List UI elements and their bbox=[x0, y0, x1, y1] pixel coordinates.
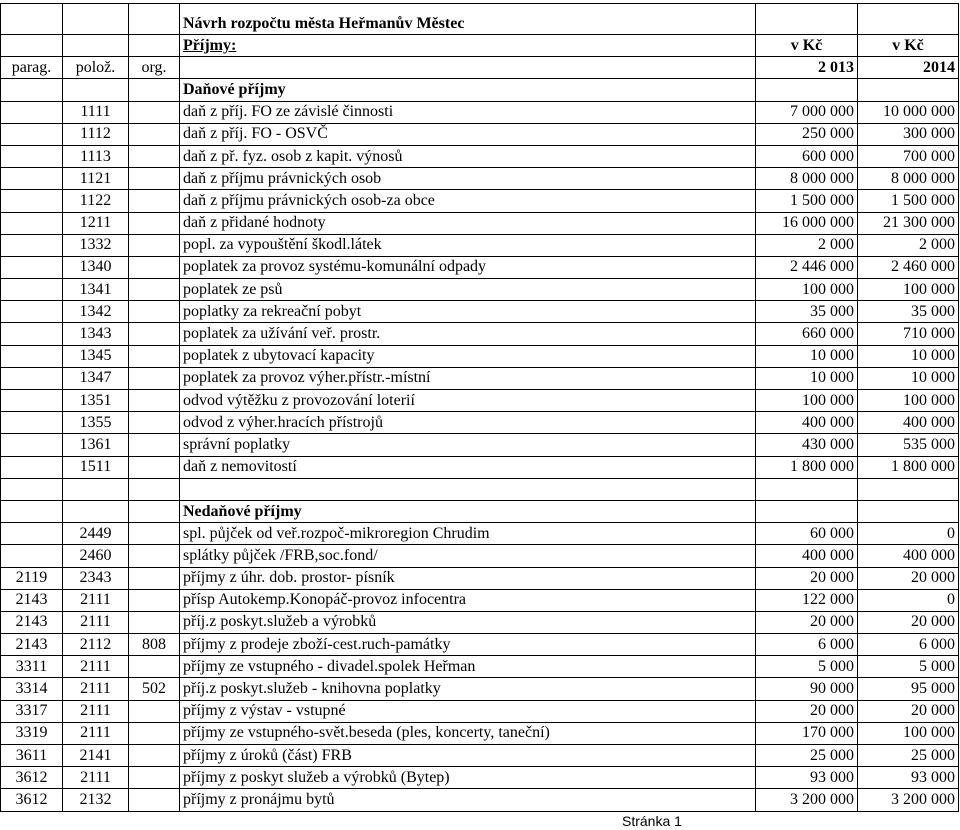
col-org-header: org. bbox=[129, 57, 180, 79]
org-cell bbox=[129, 234, 180, 256]
description-cell: příjmy z výstav - vstupné bbox=[180, 700, 756, 722]
description-cell: poplatky za rekreační pobyt bbox=[180, 301, 756, 323]
value-2013-cell: 100 000 bbox=[756, 390, 858, 412]
paragraph-cell bbox=[1, 301, 63, 323]
item-code-cell: 1511 bbox=[63, 456, 129, 478]
paragraph-cell bbox=[1, 412, 63, 434]
value-2014-cell: 1 800 000 bbox=[858, 456, 959, 478]
description-cell: správní poplatky bbox=[180, 434, 756, 456]
item-code-cell: 2460 bbox=[63, 545, 129, 567]
value-2014-cell: 2 460 000 bbox=[858, 256, 959, 278]
value-2013-cell: 170 000 bbox=[756, 722, 858, 744]
value-2013-cell: 90 000 bbox=[756, 678, 858, 700]
org-cell bbox=[129, 589, 180, 611]
paragraph-cell bbox=[1, 256, 63, 278]
item-code-cell: 1121 bbox=[63, 168, 129, 190]
col-parag-header: parag. bbox=[1, 57, 63, 79]
item-code-cell: 1342 bbox=[63, 301, 129, 323]
table-row bbox=[1, 101, 959, 123]
col-poloz-header: polož. bbox=[63, 57, 129, 79]
paragraph-cell: 2143 bbox=[1, 634, 63, 656]
value-2013-cell: 60 000 bbox=[756, 523, 858, 545]
org-cell bbox=[129, 101, 180, 123]
value-2013-cell: 16 000 000 bbox=[756, 212, 858, 234]
value-2013-cell: 1 500 000 bbox=[756, 190, 858, 212]
paragraph-cell: 3612 bbox=[1, 789, 63, 811]
value-2014-cell: 8 000 000 bbox=[858, 168, 959, 190]
description-cell: příjmy z úhr. dob. prostor- písník bbox=[180, 567, 756, 589]
value-2013-cell: 35 000 bbox=[756, 301, 858, 323]
value-2013-cell: 6 000 bbox=[756, 634, 858, 656]
table-row bbox=[1, 279, 959, 301]
description-cell: poplatek za provoz výher.přístr.-místní bbox=[180, 367, 756, 389]
org-cell bbox=[129, 700, 180, 722]
value-2013-cell: 122 000 bbox=[756, 589, 858, 611]
value-2013-cell: 8 000 000 bbox=[756, 168, 858, 190]
org-cell bbox=[129, 434, 180, 456]
item-code-cell: 1211 bbox=[63, 212, 129, 234]
org-cell bbox=[129, 256, 180, 278]
header-columns-row bbox=[1, 57, 959, 79]
item-code-cell: 2112 bbox=[63, 634, 129, 656]
value-2013-cell: 100 000 bbox=[756, 279, 858, 301]
org-cell bbox=[129, 279, 180, 301]
org-cell bbox=[129, 789, 180, 811]
value-2014-cell: 710 000 bbox=[858, 323, 959, 345]
section-danove-row bbox=[1, 79, 959, 101]
prijmy-label: Příjmy: bbox=[180, 35, 756, 57]
description-cell: příjmy ze vstupného - divadel.spolek Heřman bbox=[180, 656, 756, 678]
value-2014-cell: 10 000 bbox=[858, 345, 959, 367]
value-2013-cell: 20 000 bbox=[756, 567, 858, 589]
danove-rows bbox=[1, 101, 959, 478]
value-2014-cell: 25 000 bbox=[858, 745, 959, 767]
item-code-cell: 2111 bbox=[63, 589, 129, 611]
value-2013-cell: 10 000 bbox=[756, 345, 858, 367]
description-cell: daň z př. fyz. osob z kapit. výnosů bbox=[180, 145, 756, 167]
paragraph-cell bbox=[1, 434, 63, 456]
org-cell bbox=[129, 456, 180, 478]
value-2014-cell: 35 000 bbox=[858, 301, 959, 323]
paragraph-cell: 2143 bbox=[1, 589, 63, 611]
description-cell: daň z příj. FO - OSVČ bbox=[180, 123, 756, 145]
value-2014-cell: 535 000 bbox=[858, 434, 959, 456]
value-2013-cell: 20 000 bbox=[756, 700, 858, 722]
value-2014-cell: 20 000 bbox=[858, 611, 959, 633]
description-cell: přísp Autokemp.Konopáč-provoz infocentra bbox=[180, 589, 756, 611]
table-row bbox=[1, 678, 959, 700]
item-code-cell: 1111 bbox=[63, 101, 129, 123]
org-cell bbox=[129, 323, 180, 345]
table-row bbox=[1, 345, 959, 367]
paragraph-cell bbox=[1, 168, 63, 190]
value-2014-cell: 21 300 000 bbox=[858, 212, 959, 234]
description-cell: příj.z poskyt.služeb a výrobků bbox=[180, 611, 756, 633]
description-cell: příjmy ze vstupného-svět.beseda (ples, koncerty, taneční) bbox=[180, 722, 756, 744]
value-2014-cell: 1 500 000 bbox=[858, 190, 959, 212]
description-cell: poplatek ze psů bbox=[180, 279, 756, 301]
item-code-cell: 1112 bbox=[63, 123, 129, 145]
table-row bbox=[1, 722, 959, 744]
paragraph-cell: 3314 bbox=[1, 678, 63, 700]
table-row bbox=[1, 589, 959, 611]
table-row bbox=[1, 456, 959, 478]
paragraph-cell bbox=[1, 101, 63, 123]
value-2014-cell: 95 000 bbox=[858, 678, 959, 700]
paragraph-cell: 2119 bbox=[1, 567, 63, 589]
paragraph-cell: 3612 bbox=[1, 767, 63, 789]
paragraph-cell bbox=[1, 234, 63, 256]
value-2013-cell: 2 446 000 bbox=[756, 256, 858, 278]
section-nedanove-row bbox=[1, 500, 959, 522]
year-2014-header: 2014 bbox=[858, 57, 959, 79]
org-cell: 502 bbox=[129, 678, 180, 700]
paragraph-cell bbox=[1, 212, 63, 234]
item-code-cell: 1361 bbox=[63, 434, 129, 456]
paragraph-cell bbox=[1, 523, 63, 545]
table-row bbox=[1, 367, 959, 389]
value-2013-cell: 25 000 bbox=[756, 745, 858, 767]
description-cell: daň z příjmu právnických osob bbox=[180, 168, 756, 190]
table-row bbox=[1, 567, 959, 589]
table-row bbox=[1, 256, 959, 278]
value-2014-cell: 300 000 bbox=[858, 123, 959, 145]
item-code-cell: 2111 bbox=[63, 700, 129, 722]
description-cell: daň z příj. FO ze závislé činnosti bbox=[180, 101, 756, 123]
description-cell: poplatek za užívání veř. prostr. bbox=[180, 323, 756, 345]
value-2013-cell: 400 000 bbox=[756, 545, 858, 567]
description-cell: daň z příjmu právnických osob-za obce bbox=[180, 190, 756, 212]
paragraph-cell bbox=[1, 545, 63, 567]
document-title: Návrh rozpočtu města Heřmanův Městec bbox=[180, 4, 756, 35]
table-row bbox=[1, 434, 959, 456]
value-2014-cell: 3 200 000 bbox=[858, 789, 959, 811]
item-code-cell: 2111 bbox=[63, 767, 129, 789]
description-cell: příjmy z úroků (část) FRB bbox=[180, 745, 756, 767]
item-code-cell: 2449 bbox=[63, 523, 129, 545]
paragraph-cell: 2143 bbox=[1, 611, 63, 633]
table-row bbox=[1, 700, 959, 722]
item-code-cell: 2132 bbox=[63, 789, 129, 811]
value-2014-cell: 100 000 bbox=[858, 279, 959, 301]
paragraph-cell: 3611 bbox=[1, 745, 63, 767]
org-cell bbox=[129, 367, 180, 389]
org-cell bbox=[129, 212, 180, 234]
value-2013-cell: 10 000 bbox=[756, 367, 858, 389]
value-2013-cell: 20 000 bbox=[756, 611, 858, 633]
paragraph-cell bbox=[1, 456, 63, 478]
value-2014-cell: 20 000 bbox=[858, 700, 959, 722]
table-row bbox=[1, 767, 959, 789]
description-cell: daň z nemovitostí bbox=[180, 456, 756, 478]
table-row bbox=[1, 412, 959, 434]
section-danove-title: Daňové příjmy bbox=[180, 79, 756, 101]
org-cell bbox=[129, 390, 180, 412]
value-2013-cell: 400 000 bbox=[756, 412, 858, 434]
value-2013-cell: 5 000 bbox=[756, 656, 858, 678]
paragraph-cell bbox=[1, 279, 63, 301]
description-cell: odvod výtěžku z provozování loterií bbox=[180, 390, 756, 412]
unit-2014: v Kč bbox=[858, 35, 959, 57]
spacer-row bbox=[1, 478, 959, 500]
org-cell bbox=[129, 301, 180, 323]
table-row bbox=[1, 656, 959, 678]
item-code-cell: 1343 bbox=[63, 323, 129, 345]
paragraph-cell bbox=[1, 190, 63, 212]
org-cell: 808 bbox=[129, 634, 180, 656]
paragraph-cell bbox=[1, 145, 63, 167]
value-2013-cell: 660 000 bbox=[756, 323, 858, 345]
paragraph-cell bbox=[1, 123, 63, 145]
item-code-cell: 1351 bbox=[63, 390, 129, 412]
org-cell bbox=[129, 567, 180, 589]
year-2013-header: 2 013 bbox=[756, 57, 858, 79]
header-units-row bbox=[1, 35, 959, 57]
paragraph-cell bbox=[1, 367, 63, 389]
description-cell: poplatek za provoz systému-komunální odpady bbox=[180, 256, 756, 278]
table-row bbox=[1, 123, 959, 145]
value-2014-cell: 93 000 bbox=[858, 767, 959, 789]
value-2013-cell: 250 000 bbox=[756, 123, 858, 145]
budget-table bbox=[0, 3, 959, 812]
item-code-cell: 1345 bbox=[63, 345, 129, 367]
table-row bbox=[1, 190, 959, 212]
org-cell bbox=[129, 345, 180, 367]
value-2013-cell: 93 000 bbox=[756, 767, 858, 789]
value-2014-cell: 400 000 bbox=[858, 545, 959, 567]
description-cell: poplatek z ubytovací kapacity bbox=[180, 345, 756, 367]
value-2014-cell: 400 000 bbox=[858, 412, 959, 434]
paragraph-cell bbox=[1, 390, 63, 412]
value-2014-cell: 100 000 bbox=[858, 722, 959, 744]
item-code-cell: 2141 bbox=[63, 745, 129, 767]
org-cell bbox=[129, 168, 180, 190]
item-code-cell: 1340 bbox=[63, 256, 129, 278]
value-2014-cell: 6 000 bbox=[858, 634, 959, 656]
table-row bbox=[1, 789, 959, 811]
value-2013-cell: 600 000 bbox=[756, 145, 858, 167]
value-2013-cell: 7 000 000 bbox=[756, 101, 858, 123]
paragraph-cell bbox=[1, 323, 63, 345]
description-cell: splátky půjček /FRB,soc.fond/ bbox=[180, 545, 756, 567]
value-2014-cell: 5 000 bbox=[858, 656, 959, 678]
item-code-cell: 2111 bbox=[63, 722, 129, 744]
item-code-cell: 2111 bbox=[63, 678, 129, 700]
description-cell: daň z přidané hodnoty bbox=[180, 212, 756, 234]
table-row bbox=[1, 390, 959, 412]
item-code-cell: 1332 bbox=[63, 234, 129, 256]
paragraph-cell: 3311 bbox=[1, 656, 63, 678]
value-2014-cell: 0 bbox=[858, 589, 959, 611]
paragraph-cell bbox=[1, 345, 63, 367]
item-code-cell: 1122 bbox=[63, 190, 129, 212]
item-code-cell: 2111 bbox=[63, 611, 129, 633]
item-code-cell: 1341 bbox=[63, 279, 129, 301]
paragraph-cell: 3317 bbox=[1, 700, 63, 722]
org-cell bbox=[129, 767, 180, 789]
org-cell bbox=[129, 611, 180, 633]
value-2014-cell: 0 bbox=[858, 523, 959, 545]
description-cell: popl. za vypouštění škodl.látek bbox=[180, 234, 756, 256]
table-row bbox=[1, 545, 959, 567]
value-2014-cell: 700 000 bbox=[858, 145, 959, 167]
description-cell: příjmy z poskyt služeb a výrobků (Bytep) bbox=[180, 767, 756, 789]
item-code-cell: 2343 bbox=[63, 567, 129, 589]
section-nedanove-title: Nedaňové příjmy bbox=[180, 500, 756, 522]
item-code-cell: 1355 bbox=[63, 412, 129, 434]
description-cell: příjmy z pronájmu bytů bbox=[180, 789, 756, 811]
table-row bbox=[1, 145, 959, 167]
description-cell: odvod z výher.hracích přístrojů bbox=[180, 412, 756, 434]
table-row bbox=[1, 301, 959, 323]
value-2013-cell: 430 000 bbox=[756, 434, 858, 456]
unit-2013: v Kč bbox=[756, 35, 858, 57]
table-row bbox=[1, 323, 959, 345]
title-row bbox=[1, 4, 959, 35]
table-row bbox=[1, 611, 959, 633]
org-cell bbox=[129, 745, 180, 767]
table-row bbox=[1, 634, 959, 656]
org-cell bbox=[129, 656, 180, 678]
table-row bbox=[1, 212, 959, 234]
description-cell: příjmy z prodeje zboží-cest.ruch-památky bbox=[180, 634, 756, 656]
org-cell bbox=[129, 523, 180, 545]
value-2013-cell: 2 000 bbox=[756, 234, 858, 256]
org-cell bbox=[129, 545, 180, 567]
org-cell bbox=[129, 190, 180, 212]
paragraph-cell: 3319 bbox=[1, 722, 63, 744]
value-2013-cell: 1 800 000 bbox=[756, 456, 858, 478]
table-row bbox=[1, 168, 959, 190]
item-code-cell: 1347 bbox=[63, 367, 129, 389]
value-2013-cell: 3 200 000 bbox=[756, 789, 858, 811]
value-2014-cell: 100 000 bbox=[858, 390, 959, 412]
table-row bbox=[1, 523, 959, 545]
item-code-cell: 2111 bbox=[63, 656, 129, 678]
description-cell: spl. půjček od veř.rozpoč-mikroregion Chrudim bbox=[180, 523, 756, 545]
table-row bbox=[1, 745, 959, 767]
description-cell: příj.z poskyt.služeb - knihovna poplatky bbox=[180, 678, 756, 700]
org-cell bbox=[129, 722, 180, 744]
page-footer: Stránka 1 bbox=[622, 813, 682, 829]
table-row bbox=[1, 234, 959, 256]
value-2014-cell: 10 000 bbox=[858, 367, 959, 389]
nedanove-rows bbox=[1, 523, 959, 811]
org-cell bbox=[129, 412, 180, 434]
value-2014-cell: 10 000 000 bbox=[858, 101, 959, 123]
item-code-cell: 1113 bbox=[63, 145, 129, 167]
org-cell bbox=[129, 123, 180, 145]
org-cell bbox=[129, 145, 180, 167]
value-2014-cell: 2 000 bbox=[858, 234, 959, 256]
value-2014-cell: 20 000 bbox=[858, 567, 959, 589]
